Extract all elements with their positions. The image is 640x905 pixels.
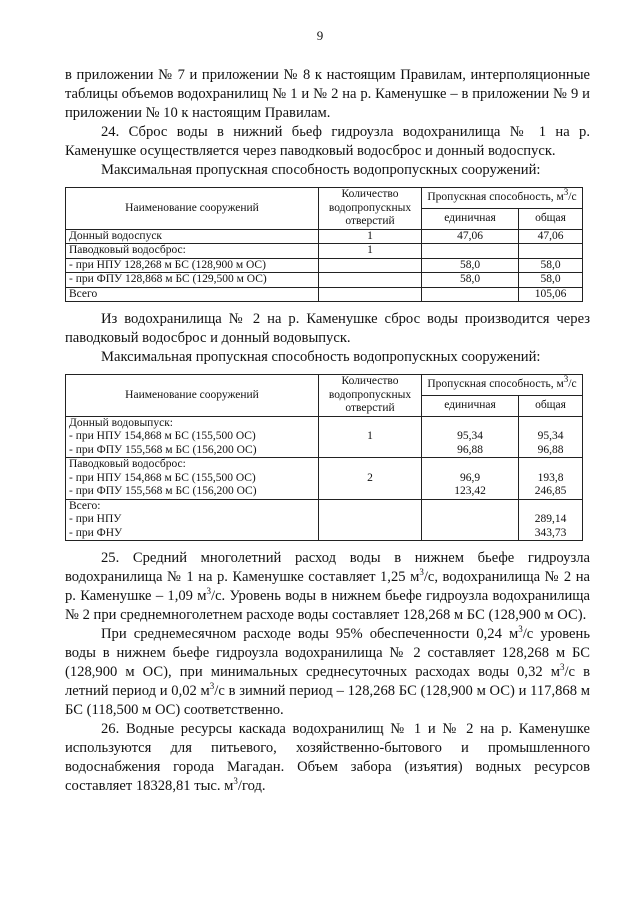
cell-count: 1 — [319, 229, 422, 244]
cell-single — [422, 499, 519, 541]
table-row — [66, 273, 583, 288]
cell-name: - при НПУ 128,268 м БС (128,900 м ОС) — [66, 258, 319, 273]
header-total: общая — [519, 395, 583, 416]
table-row — [66, 244, 583, 259]
table-reservoir-1 — [65, 187, 583, 302]
cell-name: Донный водовыпуск: - при НПУ 154,868 м БС (155,500 ОС) - при ФПУ 155,568 м БС (156,200 ОС) — [66, 416, 319, 458]
header-name: Наименование сооружений — [66, 375, 319, 417]
cell-count — [319, 273, 422, 288]
cell-name: - при ФПУ 128,868 м БС (129,500 м ОС) — [66, 273, 319, 288]
table1-header-row — [66, 188, 583, 209]
page-number: 9 — [316, 28, 324, 43]
paragraph-26: 26. Водные ресурсы каскада водохранилищ № 1 и № 2 на р. Каменушке используются для питьевого, хозяйственно-бытового и промышленного водоснабжения города Магадан. Объем забора (изъятия) водных ресурсов составляет 18328,81 тыс. $м^3$/год. — [65, 721, 590, 794]
cell-count — [319, 499, 422, 541]
paragraph-25: 25. Средний многолетний расход воды в нижнем бьефе гидроузла водохранилища № 1 на р. Каменушке составляет 1,25 $м^3/с$, водохранилища № 2 на р. Каменушке – 1,09 $м^3/с$. Уровень воды в нижнем бьефе гидроузла водохранилища № 2 при среднемноголетнем расходе воды составляет 128,268 м БС (128,900 м ОС). — [65, 550, 590, 623]
document-body — [65, 66, 590, 796]
cell-count: 1 — [319, 416, 422, 458]
cell-single: 95,34 96,88 — [422, 416, 519, 458]
table-row — [66, 258, 583, 273]
header-total: общая — [519, 208, 583, 229]
paragraph-mean-flow: При среднемесячном расходе воды 95% обеспеченности 0,24 $м^3/с$ уровень воды в нижнем бьефе гидроузла водохранилища № 2 составляет 128,268 м БС (128,900 м ОС), при минимальных среднесуточных расходах воды 0,32 $м^3/с$ в летний период и 0,02 $м^3/с$ в зимний период – 128,268 БС (128,900 м ОС) и 117,868 м БС (118,500 м ОС) соответственно. — [65, 624, 590, 718]
cell-count — [319, 287, 422, 302]
header-count: Количество водопропускных отверстий — [319, 375, 422, 417]
cell-count: 1 — [319, 244, 422, 259]
cell-total: 58,0 — [519, 258, 583, 273]
cell-count: 2 — [319, 458, 422, 500]
cell-single — [422, 244, 519, 259]
cell-name: Паводковый водосброс: — [66, 244, 319, 259]
cell-name: Донный водоспуск — [66, 229, 319, 244]
cell-total: 47,06 — [519, 229, 583, 244]
header-name: Наименование сооружений — [66, 188, 319, 230]
table-reservoir-2 — [65, 374, 583, 541]
table-row — [66, 287, 583, 302]
header-capacity: Пропускная способность, $м^3/с$ — [422, 375, 583, 396]
header-count: Количество водопропускных отверстий — [319, 188, 422, 230]
cell-total: 95,34 96,88 — [519, 416, 583, 458]
table-row — [66, 229, 583, 244]
cell-single: 58,0 — [422, 258, 519, 273]
table2-header-row — [66, 375, 583, 396]
table1-caption: Максимальная пропускная способность водопропускных сооружений: — [101, 162, 541, 178]
table-row — [66, 499, 583, 541]
cell-single: 96,9 123,42 — [422, 458, 519, 500]
table2-caption: Максимальная пропускная способность водопропускных сооружений: — [101, 349, 541, 365]
header-capacity: Пропускная способность, $м^3/с$ — [422, 188, 583, 209]
cell-total: 289,14 343,73 — [519, 499, 583, 541]
cell-name: Всего: - при НПУ - при ФНУ — [66, 499, 319, 541]
cell-count — [319, 258, 422, 273]
table-row — [66, 416, 583, 458]
table-row — [66, 458, 583, 500]
header-single: единичная — [422, 208, 519, 229]
cell-total: 58,0 — [519, 273, 583, 288]
cell-total: 193,8 246,85 — [519, 458, 583, 500]
cell-total: 105,06 — [519, 287, 583, 302]
cell-single — [422, 287, 519, 302]
paragraph-reservoir-2: Из водохранилища № 2 на р. Каменушке сброс воды производится через паводковый водосброс и донный водовыпуск. — [65, 311, 590, 346]
cell-single: 58,0 — [422, 273, 519, 288]
cell-total — [519, 244, 583, 259]
cell-single: 47,06 — [422, 229, 519, 244]
cell-name: Паводковый водосброс: - при НПУ 154,868 м БС (155,500 ОС) - при ФПУ 155,568 м БС (156,200 ОС) — [66, 458, 319, 500]
paragraph-intro: в приложении № 7 и приложении № 8 к настоящим Правилам, интерполяционные таблицы объемов водохранилищ № 1 и № 2 на р. Каменушке – в приложении № 9 и приложении № 10 к настоящим Правилам. — [65, 67, 590, 121]
cell-name: Всего — [66, 287, 319, 302]
header-single: единичная — [422, 395, 519, 416]
paragraph-24: 24. Сброс воды в нижний бьеф гидроузла водохранилища № 1 на р. Каменушке осуществляется через паводковый водосброс и донный водоспуск. — [65, 124, 590, 159]
